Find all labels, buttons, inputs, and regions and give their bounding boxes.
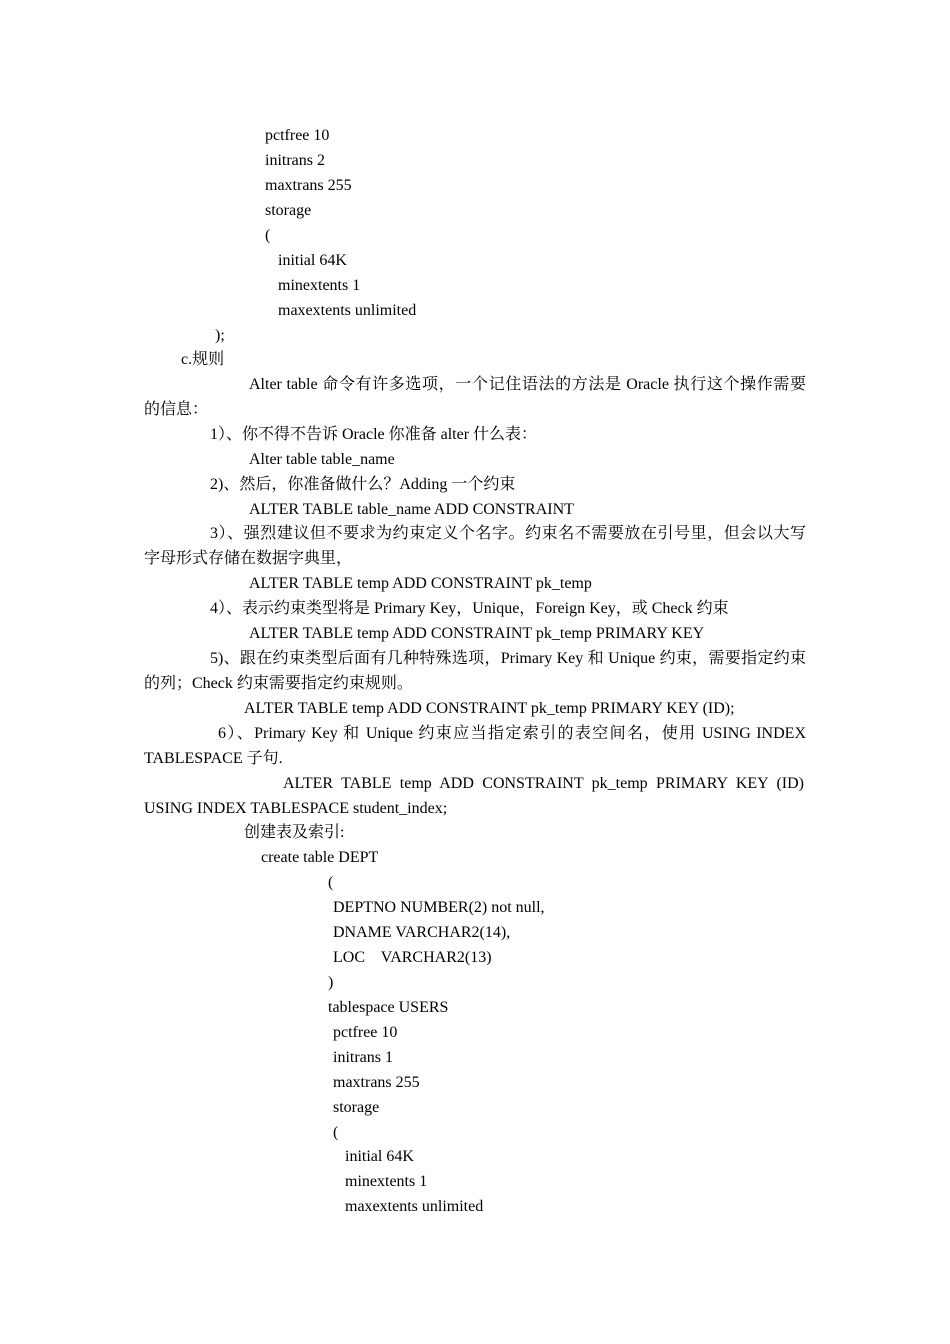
create-initrans: initrans 1 (333, 1049, 393, 1066)
code-initial: initial 64K (278, 252, 347, 269)
create-close-paren: ) (328, 974, 334, 991)
step5-code: ALTER TABLE temp ADD CONSTRAINT pk_temp PRIMARY KEY (ID); (244, 700, 735, 717)
code-minextents: minextents 1 (278, 277, 361, 294)
step3-code: ALTER TABLE temp ADD CONSTRAINT pk_temp (249, 575, 592, 592)
create-storage: storage (333, 1099, 380, 1116)
create-open-paren: ( (328, 874, 334, 891)
code-storage: storage (265, 202, 312, 219)
step6-code-line1: ALTER TABLE temp ADD CONSTRAINT pk_temp PRIMARY KEY (ID) (283, 775, 804, 792)
code-pctfree: pctfree 10 (265, 127, 330, 144)
create-table-statement: create table DEPT (261, 849, 379, 866)
step4-text: 4）、表示约束类型将是 Primary Key，Unique，Foreign Key，或 Check 约束 (210, 600, 729, 617)
create-initial: initial 64K (345, 1148, 414, 1165)
step6-line1: 6）、Primary Key 和 Unique 约束应当指定索引的表空间名，使用 USING INDEX (218, 725, 806, 742)
create-pctfree: pctfree 10 (333, 1024, 398, 1041)
create-minextents: minextents 1 (345, 1173, 428, 1190)
rules-intro-line1: Alter table 命令有许多选项，一个记住语法的方法是 Oracle 执行这个操作需要 (249, 376, 806, 393)
code-close: ); (215, 327, 225, 344)
step3-line1: 3）、强烈建议但不要求为约束定义个名字。约束名不需要放在引号里，但会以大写 (210, 525, 806, 542)
column-loc: LOC VARCHAR2(13) (333, 949, 492, 966)
step1-text: 1）、你不得不告诉 Oracle 你准备 alter 什么表： (210, 426, 538, 443)
rules-heading: c.规则 (181, 351, 225, 368)
rules-intro-line2: 的信息： (144, 401, 209, 418)
step5-line1: 5)、跟在约束类型后面有几种特殊选项，Primary Key 和 Unique 约束，需要指定约束 (210, 650, 806, 667)
step4-code: ALTER TABLE temp ADD CONSTRAINT pk_temp PRIMARY KEY (249, 625, 705, 642)
code-maxextents: maxextents unlimited (278, 302, 417, 319)
create-heading: 创建表及索引: (244, 824, 345, 841)
code-maxtrans: maxtrans 255 (265, 177, 352, 194)
code-initrans: initrans 2 (265, 152, 325, 169)
column-deptno: DEPTNO NUMBER(2) not null, (333, 899, 545, 916)
create-maxextents: maxextents unlimited (345, 1198, 484, 1215)
step6-code-line2: USING INDEX TABLESPACE student_index; (144, 800, 448, 817)
step2-code: ALTER TABLE table_name ADD CONSTRAINT (249, 501, 574, 518)
step1-code: Alter table table_name (249, 451, 395, 468)
create-tablespace: tablespace USERS (328, 999, 449, 1016)
create-storage-open: ( (333, 1124, 339, 1141)
code-open-paren: ( (265, 227, 271, 244)
create-maxtrans: maxtrans 255 (333, 1074, 420, 1091)
column-dname: DNAME VARCHAR2(14), (333, 924, 511, 941)
step3-line2: 字母形式存储在数据字典里， (144, 550, 353, 567)
step2-text: 2)、然后，你准备做什么？Adding 一个约束 (210, 476, 516, 493)
step6-line2: TABLESPACE 子句. (144, 750, 283, 767)
step5-line2: 的列；Check 约束需要指定约束规则。 (144, 675, 413, 692)
